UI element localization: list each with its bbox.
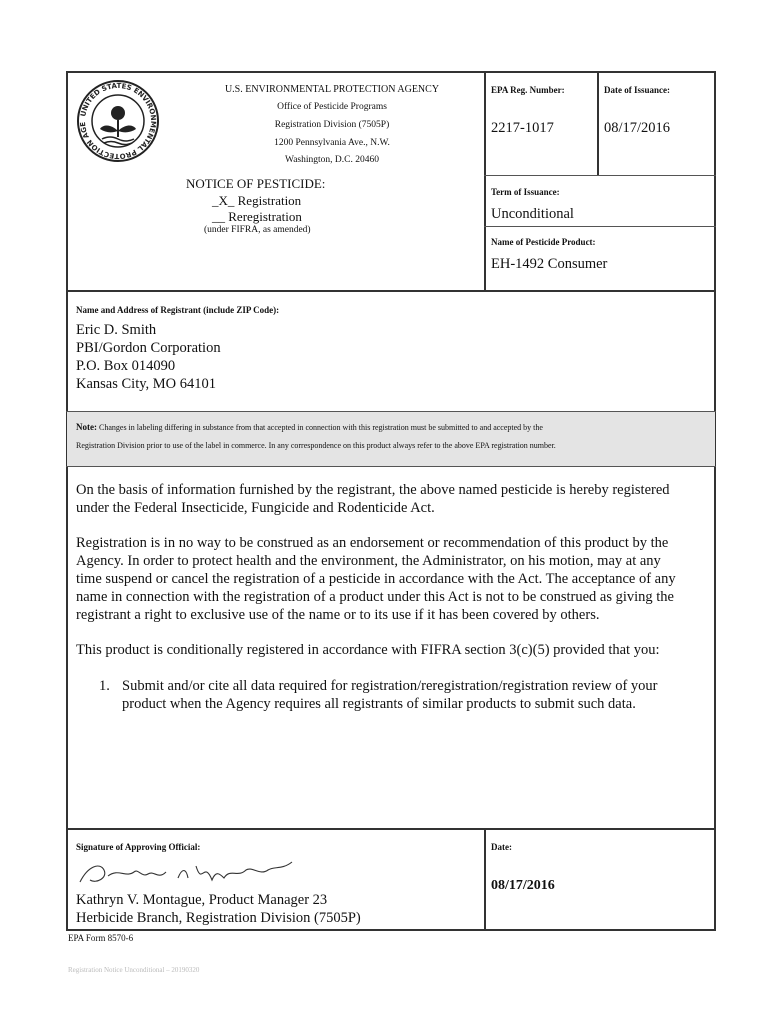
divider (66, 290, 716, 292)
registrant-line: Kansas City, MO 64101 (76, 376, 217, 392)
term-label: Term of Issuance: (491, 187, 560, 197)
note-text: Registration Division prior to use of the label in commerce. In any correspondence on this product always refer to the above EPA registration number. (76, 441, 556, 450)
official-name: Kathryn V. Montague, Product Manager 23 (76, 892, 328, 908)
signature-divider (484, 828, 486, 931)
reg-number-label: EPA Reg. Number: (491, 85, 565, 95)
note-line (76, 422, 543, 432)
product-value: EH-1492 Consumer (491, 256, 608, 272)
registrant-line: PBI/Gordon Corporation (76, 340, 221, 356)
term-value: Unconditional (491, 206, 574, 222)
registrant-line: P.O. Box 014090 (76, 358, 176, 374)
registrant-label: Name and Address of Registrant (include ZIP Code): (76, 305, 280, 315)
agency-city: Washington, D.C. 20460 (285, 155, 379, 165)
body-line: Registration is in no way to be construed as an endorsement or recommendation of this product by the (76, 535, 669, 551)
header-divider-2 (597, 71, 599, 175)
body-line: Agency. In order to protect health and the environment, the Administrator, on his motion, may at any (76, 553, 661, 569)
reg-number-value: 2217-1017 (491, 120, 554, 136)
issuance-date-value: 08/17/2016 (604, 120, 671, 136)
agency-office: Office of Pesticide Programs (277, 102, 387, 112)
body-line: This product is conditionally registered in accordance with FIFRA section 3(c)(5) provided that you: (76, 642, 660, 658)
list-item: product when the Agency requires all registrants of similar products to submit such data. (122, 696, 636, 712)
body-line: On the basis of information furnished by the registrant, the above named pesticide is hereby registered (76, 482, 670, 498)
official-branch: Herbicide Branch, Registration Division (7505P) (76, 910, 361, 926)
body-line: time suspend or cancel the registration of a pesticide in accordance with the Act. The acceptance of any (76, 571, 676, 587)
issuance-date-label: Date of Issuance: (604, 85, 670, 95)
list-item-number: 1. (99, 678, 110, 694)
signature-label: Signature of Approving Official: (76, 842, 201, 852)
note-label: Note: (76, 422, 97, 432)
notice-title: NOTICE OF PESTICIDE: (186, 176, 326, 191)
notice-reregistration-option: __ Reregistration (212, 209, 302, 224)
header-divider (484, 71, 486, 291)
divider (484, 226, 716, 227)
seal-text: UNITED STATES ENVIRONMENTAL PROTECTION AGE (78, 81, 158, 161)
note-text: Changes in labeling differing in substance from that accepted in connection with this registration must be submitted to and accepted by the (99, 423, 543, 432)
body-line: under the Federal Insecticide, Fungicide and Rodenticide Act. (76, 500, 435, 516)
epa-seal-icon (76, 79, 160, 163)
divider (66, 828, 716, 830)
product-label: Name of Pesticide Product: (491, 237, 596, 247)
agency-name: U.S. ENVIRONMENTAL PROTECTION AGENCY (224, 84, 440, 95)
handwritten-signature (78, 856, 298, 890)
agency-street: 1200 Pennsylvania Ave., N.W. (274, 138, 390, 148)
form-number: EPA Form 8570-6 (68, 933, 134, 943)
signature-date-label: Date: (491, 842, 512, 852)
registrant-line: Eric D. Smith (76, 322, 157, 338)
signature-date-value: 08/17/2016 (491, 878, 555, 893)
file-reference: Registration Notice Unconditional – 20190320 (68, 966, 200, 974)
agency-division: Registration Division (7505P) (274, 120, 390, 130)
notice-under: (under FIFRA, as amended) (204, 225, 311, 235)
notice-registration-option: _X_ Registration (212, 193, 302, 208)
divider (484, 175, 716, 176)
divider (66, 466, 716, 467)
list-item: Submit and/or cite all data required for registration/reregistration/registration review of your (122, 678, 658, 694)
body-line: name in connection with the registration of a product under this Act is not to be construed as giving the (76, 589, 674, 605)
body-line: registrant a right to exclusive use of the name or to its use if it has been covered by others. (76, 607, 600, 623)
note-box (67, 412, 715, 466)
